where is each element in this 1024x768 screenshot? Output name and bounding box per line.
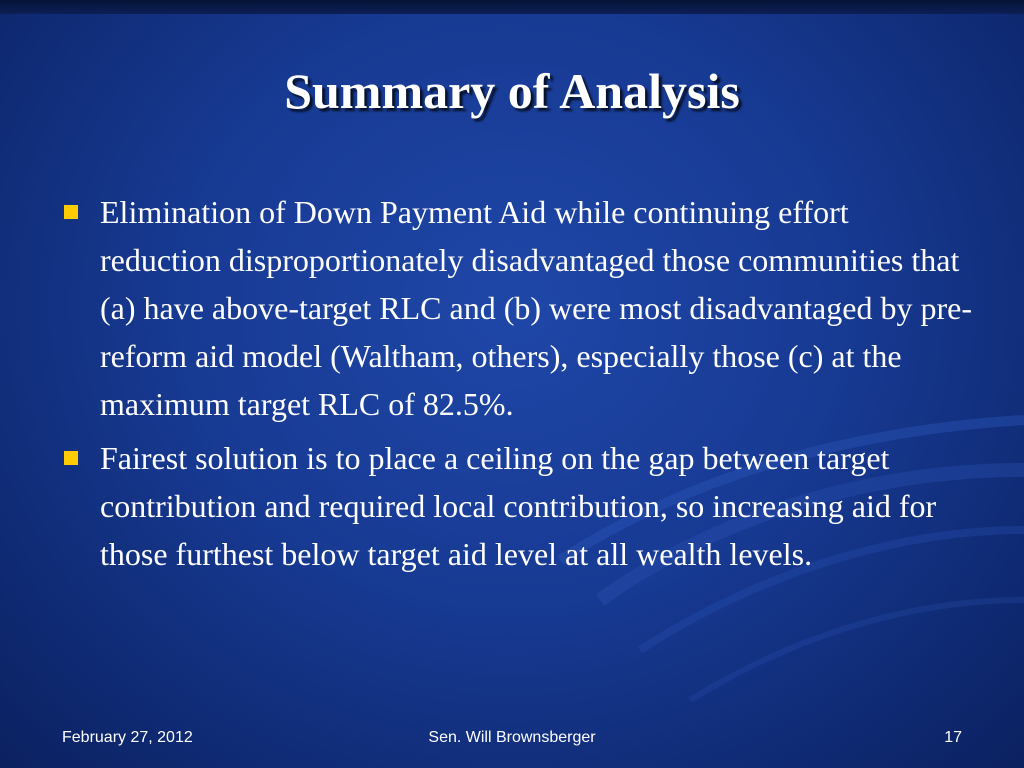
- bullet-list: [62, 188, 972, 584]
- footer-date: February 27, 2012: [62, 729, 193, 746]
- square-bullet-icon: [64, 205, 78, 219]
- bullet-item: [62, 434, 972, 578]
- bullet-item: [62, 188, 972, 428]
- footer-presenter: Sen. Will Brownsberger: [428, 729, 596, 746]
- slide-title: Summary of Analysis: [284, 63, 740, 119]
- footer-page-number: 17: [944, 729, 962, 746]
- bullet-text: Fairest solution is to place a ceiling on the gap between target contribution and required local contribution, so increasing aid for those furthest below target aid level at all wealth levels.: [100, 440, 937, 572]
- bullet-text: Elimination of Down Payment Aid while continuing effort reduction disproportionately disadvantaged those communities that (a) have above-target RLC and (b) were most disadvantaged by pre-reform aid model (Waltham, others), especially those (c) at the maximum target RLC of 82.5%.: [100, 194, 972, 422]
- square-bullet-icon: [64, 451, 78, 465]
- top-band: [0, 0, 1024, 14]
